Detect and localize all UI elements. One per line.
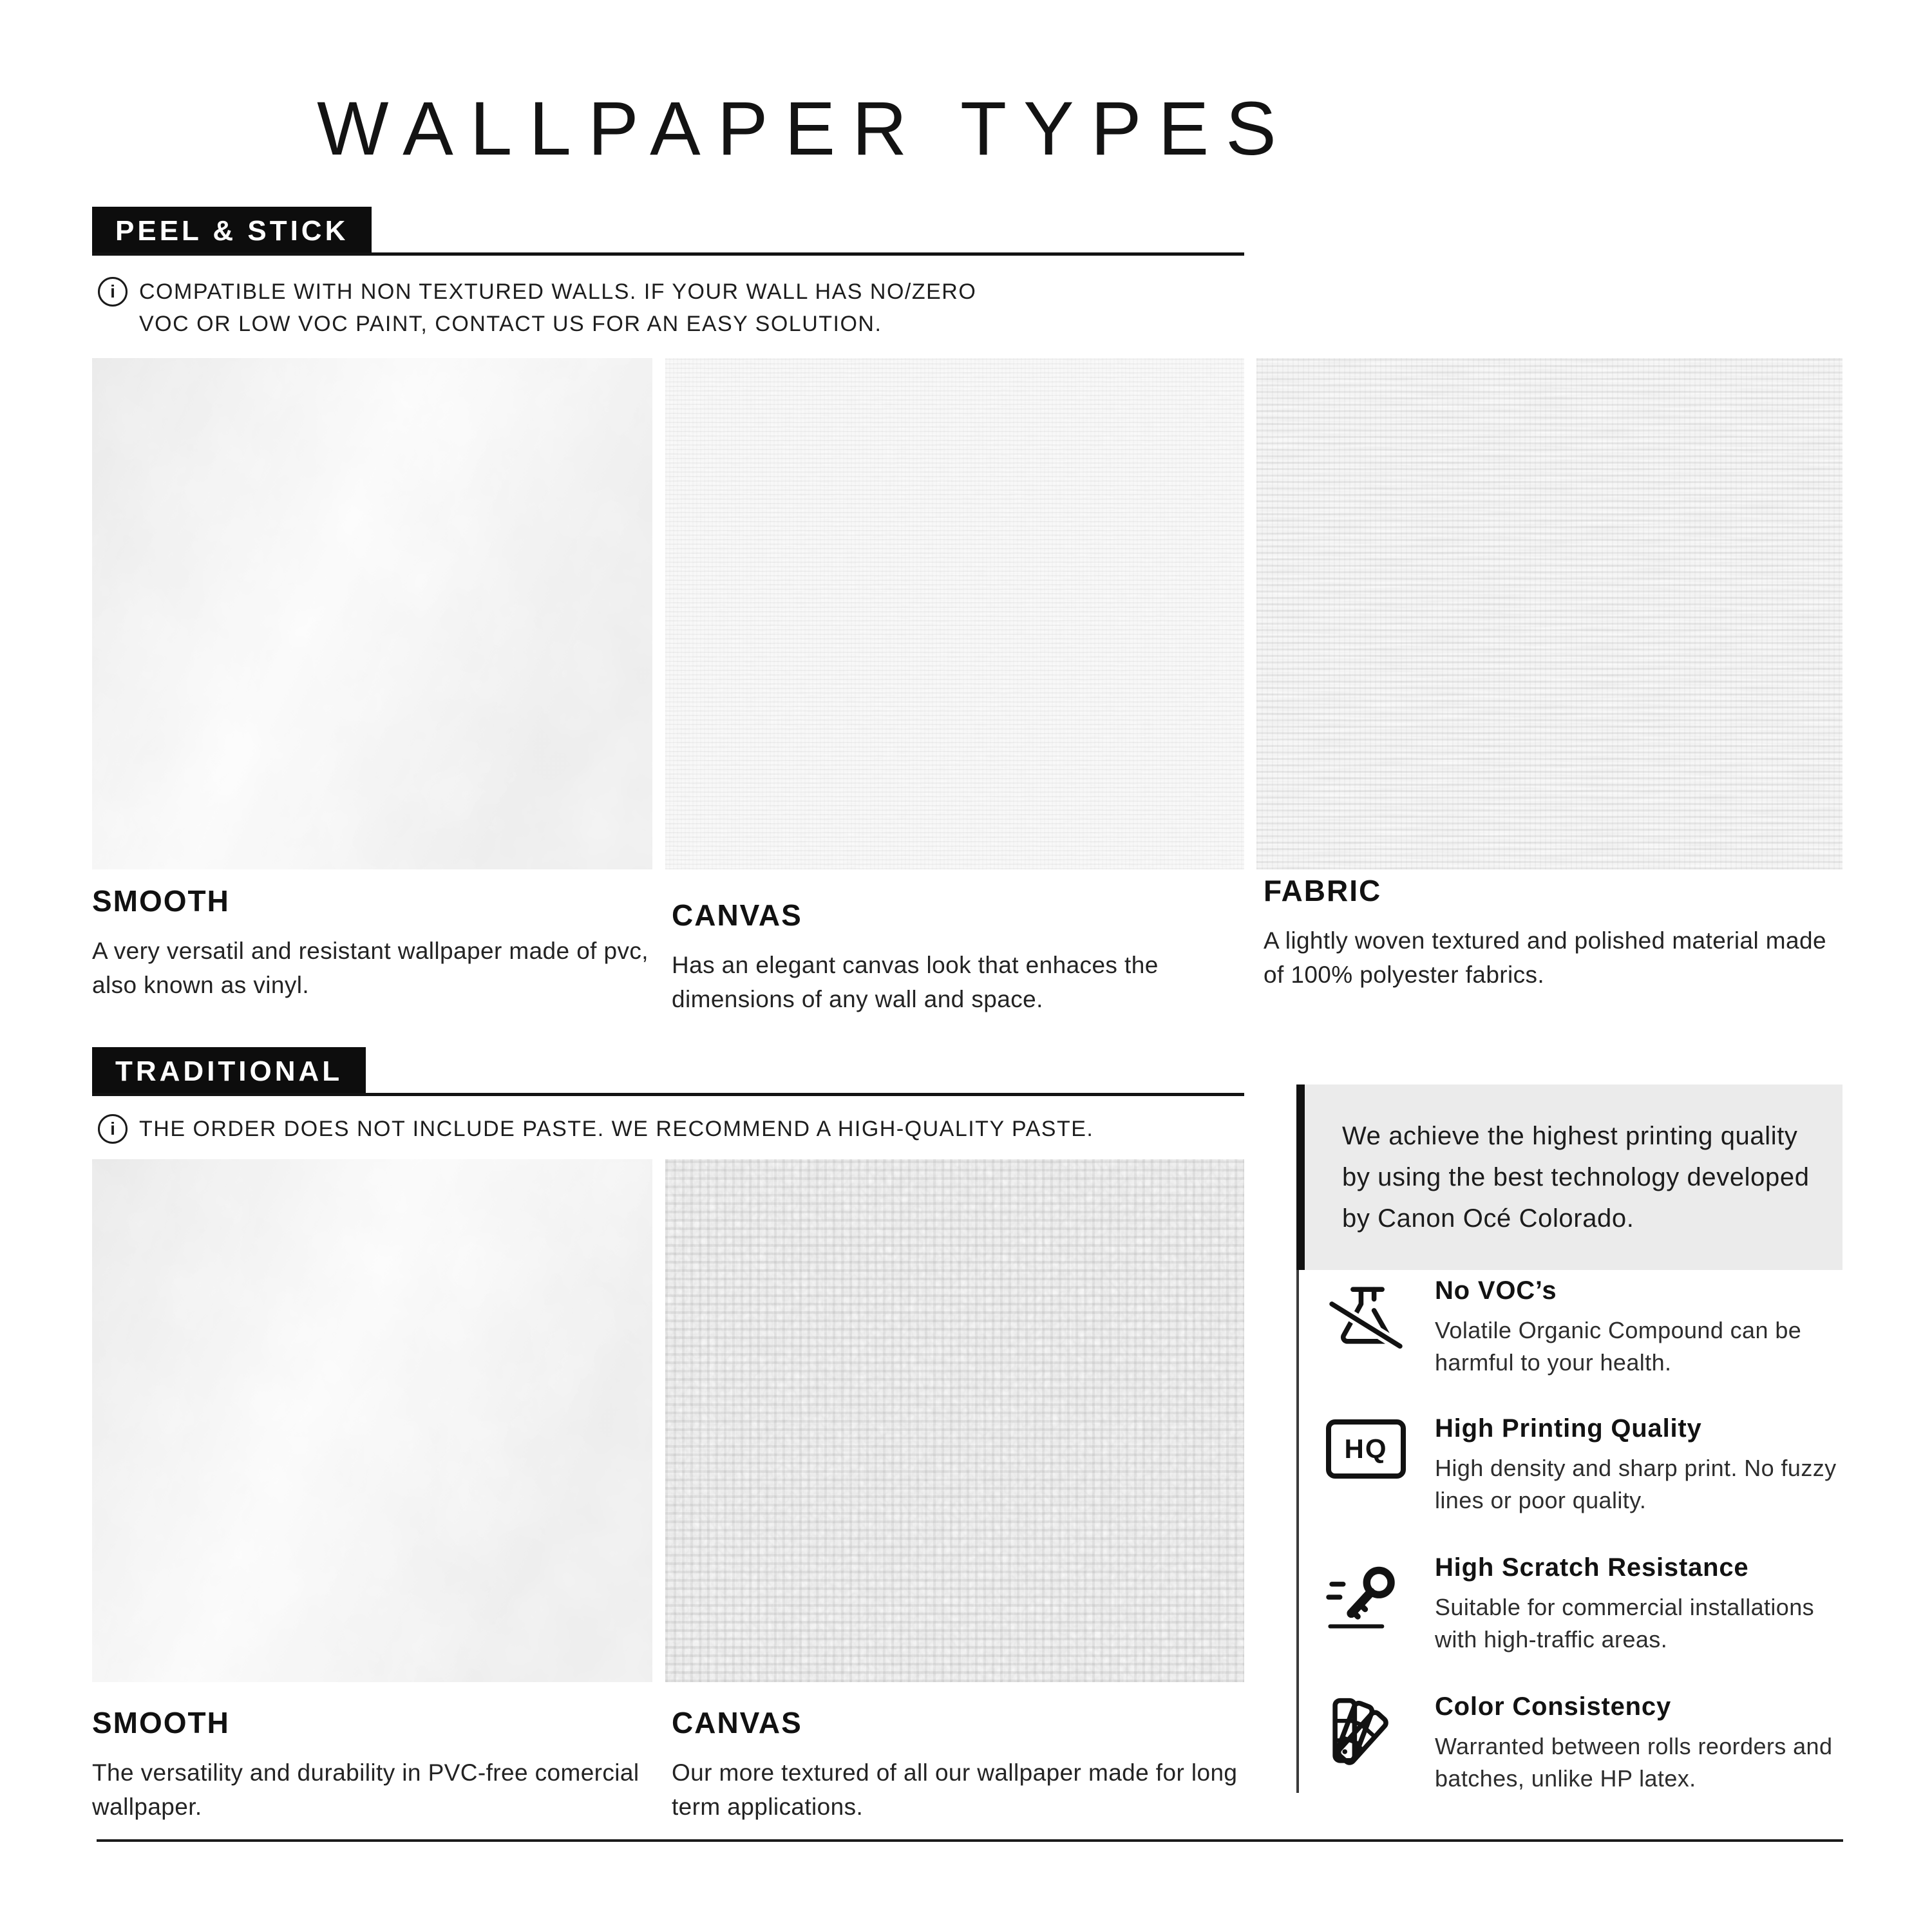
- feature-description: [1435, 1591, 1860, 1656]
- feature-title: Color Consistency: [1435, 1692, 1671, 1721]
- swatch-peel-stick-smooth: [92, 358, 652, 869]
- swatch-traditional-canvas: [665, 1159, 1244, 1682]
- hq-badge-icon: [1325, 1414, 1406, 1479]
- features-divider-line: [1296, 1270, 1299, 1793]
- desc-line: Warranted between rolls reorders: [1435, 1733, 1786, 1759]
- desc-line: made of pvc, also known as vinyl.: [92, 938, 649, 998]
- texture-overlay: [1256, 358, 1842, 869]
- section-label-traditional: TRADITIONAL: [92, 1047, 366, 1096]
- swatch-title: CANVAS: [672, 1706, 802, 1739]
- caption-peel-stick-smooth: [92, 884, 659, 1002]
- desc-line: Has an elegant canvas look that enhaces: [672, 952, 1118, 978]
- hq-badge-text: HQ: [1326, 1419, 1406, 1479]
- note-line: COMPATIBLE WITH NON TEXTURED WALLS. IF YOUR WALL HAS NO/ZERO: [139, 279, 977, 304]
- swatch-description: [1264, 923, 1843, 992]
- feature-text: [1435, 1692, 1860, 1795]
- info-icon: i: [98, 1114, 128, 1144]
- caption-peel-stick-canvas: [672, 898, 1251, 1016]
- swatch-description: [92, 934, 659, 1002]
- desc-line: and batches, unlike HP latex.: [1435, 1733, 1833, 1792]
- peel-stick-note: [98, 276, 976, 340]
- section-rule-peel-stick: [92, 252, 1244, 256]
- feature-text: [1435, 1553, 1860, 1656]
- caption-traditional-smooth: [92, 1705, 659, 1824]
- section-rule-traditional: [92, 1093, 1244, 1096]
- info-icon: i: [98, 277, 128, 307]
- desc-line: No fuzzy lines or poor quality.: [1435, 1455, 1837, 1513]
- swatch-title: SMOOTH: [92, 884, 230, 918]
- feature-description: [1435, 1730, 1860, 1795]
- peel-stick-note-text: [139, 276, 976, 340]
- desc-line: A lightly woven textured and polished: [1264, 927, 1665, 954]
- feature-description: [1435, 1314, 1860, 1379]
- desc-line: be harmful to your health.: [1435, 1317, 1802, 1376]
- swatch-traditional-smooth: [92, 1159, 652, 1682]
- texture-overlay: [92, 1159, 652, 1682]
- feature-high-scratch-resistance: [1325, 1553, 1860, 1656]
- page-title: WALLPAPER TYPES: [317, 86, 1293, 171]
- feature-text: [1435, 1276, 1860, 1379]
- traditional-note: [98, 1113, 1094, 1145]
- printing-quality-callout: [1296, 1084, 1842, 1270]
- feature-text: [1435, 1414, 1860, 1517]
- callout-line: developed by Canon Océ Colorado.: [1342, 1163, 1810, 1233]
- bottom-rule: [97, 1839, 1843, 1842]
- desc-line: installations with high-traffic areas.: [1435, 1594, 1815, 1653]
- feature-color-consistency: [1325, 1692, 1860, 1795]
- desc-line: the dimensions of any wall and space.: [672, 952, 1159, 1012]
- feature-title: High Scratch Resistance: [1435, 1553, 1749, 1582]
- desc-line: High density and sharp print.: [1435, 1455, 1738, 1481]
- texture-overlay: [665, 358, 1244, 869]
- feature-title: No VOC’s: [1435, 1276, 1557, 1305]
- desc-line: in PVC-free comercial wallpaper.: [92, 1759, 639, 1820]
- traditional-note-text: [139, 1113, 1094, 1145]
- swatch-description: [92, 1756, 659, 1824]
- note-line: VOC OR LOW VOC PAINT, CONTACT US FOR AN EASY SOLUTION.: [139, 312, 882, 336]
- desc-line: A very versatil and resistant wallpaper: [92, 938, 502, 964]
- desc-line: material made of 100% polyester fabrics.: [1264, 927, 1826, 988]
- color-swatch-fan-icon: [1325, 1692, 1406, 1774]
- callout-line: We achieve the highest printing: [1342, 1122, 1713, 1150]
- note-line: THE ORDER DOES NOT INCLUDE PASTE. WE RECOMMEND A HIGH-QUALITY PASTE.: [139, 1117, 1094, 1141]
- caption-peel-stick-fabric: [1264, 873, 1843, 992]
- swatch-title: CANVAS: [672, 898, 802, 932]
- feature-no-voc: [1325, 1276, 1860, 1379]
- swatch-peel-stick-fabric: [1256, 358, 1842, 869]
- feature-description: [1435, 1452, 1860, 1517]
- no-voc-flask-icon: [1325, 1276, 1406, 1358]
- swatch-title: FABRIC: [1264, 874, 1382, 907]
- swatch-description: [672, 1756, 1251, 1824]
- scratch-key-icon: [1325, 1553, 1406, 1634]
- desc-line: Volatile Organic Compound can: [1435, 1317, 1768, 1343]
- feature-title: High Printing Quality: [1435, 1414, 1702, 1443]
- swatch-title: SMOOTH: [92, 1706, 230, 1739]
- feature-high-printing-quality: [1325, 1414, 1860, 1517]
- caption-traditional-canvas: [672, 1705, 1251, 1824]
- desc-line: made for long term applications.: [672, 1759, 1238, 1820]
- texture-overlay: [665, 1159, 1244, 1682]
- texture-overlay: [92, 358, 652, 869]
- section-label-peel-stick: PEEL & STICK: [92, 207, 372, 256]
- desc-line: Our more textured of all our wallpaper: [672, 1759, 1082, 1786]
- swatch-peel-stick-canvas: [665, 358, 1244, 869]
- callout-line: quality by using the best technology: [1342, 1122, 1798, 1191]
- desc-line: Suitable for commercial: [1435, 1594, 1683, 1620]
- desc-line: The versatility and durability: [92, 1759, 395, 1786]
- swatch-description: [672, 948, 1251, 1016]
